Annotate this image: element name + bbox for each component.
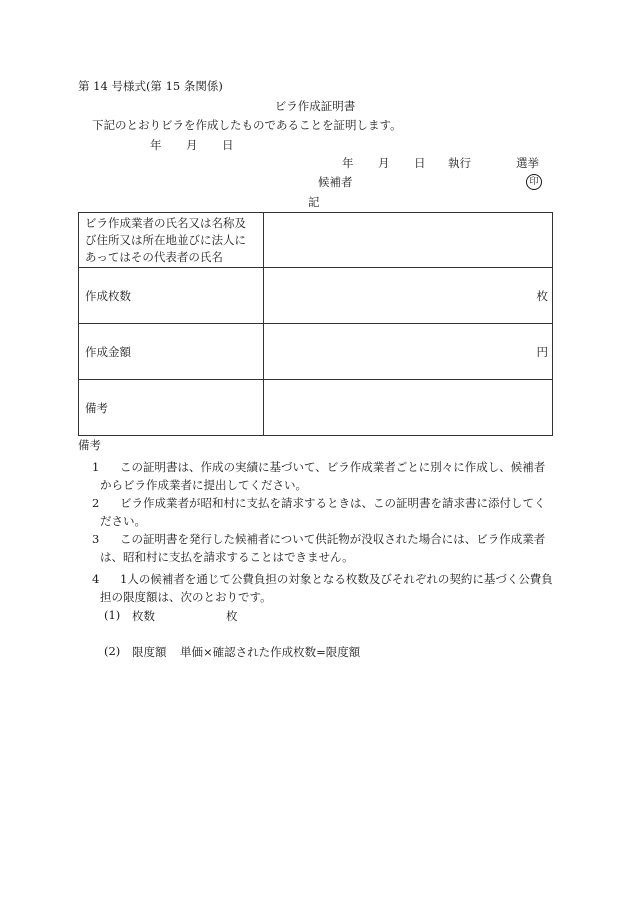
amount-field[interactable]: [264, 324, 553, 380]
document-title: ビラ作成証明書: [274, 99, 356, 113]
table-row: [79, 324, 553, 380]
note-number: 4: [92, 572, 100, 586]
note-number: 3: [92, 532, 100, 546]
note-text: 1人の候補者を通じて公費負担の対象となる枚数及びそれぞれの契約に基づく公費負担の限度額は、次のとおりです。: [100, 572, 553, 604]
note-item: [78, 570, 554, 606]
election-held-label: 執行: [448, 156, 471, 170]
remarks-label: 備考: [79, 380, 264, 436]
amount-unit: 円: [536, 344, 548, 359]
election-month-label: 月: [378, 156, 390, 170]
sub-item-1-number: (1): [104, 608, 121, 622]
date-day-label: 日: [222, 138, 234, 152]
note-number: 1: [92, 460, 100, 474]
seal-icon: 印: [526, 174, 542, 190]
note-number: 2: [92, 496, 100, 510]
amount-label: 作成金額: [79, 324, 264, 380]
intro-statement: 下記のとおりビラを作成したものであることを証明します。: [92, 118, 402, 132]
contractor-name-field[interactable]: [264, 213, 553, 268]
quantity-label: 作成枚数: [79, 268, 264, 324]
note-text: ビラ作成業者が昭和村に支払を請求するときは、この証明書を請求書に添付してください。: [100, 496, 546, 528]
sub-item-2-formula: 単価×確認された作成枚数=限度額: [180, 645, 361, 659]
date-year-label: 年: [150, 138, 162, 152]
sub-item-2-number: (2): [104, 644, 121, 658]
date-month-label: 月: [186, 138, 198, 152]
certificate-table: [78, 212, 553, 436]
note-item: [78, 458, 554, 494]
table-row: [79, 213, 553, 268]
note-item: [78, 494, 554, 530]
candidate-label: 候補者: [318, 175, 353, 189]
note-text: この証明書を発行した候補者について供託物が没収された場合には、ビラ作成業者は、昭和村に支払を請求することはできません。: [100, 532, 546, 564]
note-text: この証明書は、作成の実績に基づいて、ビラ作成業者ごとに別々に作成し、候補者からビラ作成業者に提出してください。: [100, 460, 546, 492]
table-row: [79, 380, 553, 436]
remarks-heading: 備考: [78, 438, 101, 452]
table-row: [79, 268, 553, 324]
election-label: 選挙: [516, 156, 539, 170]
note-item: [78, 530, 554, 566]
sub-item-2-label: 限度額: [132, 645, 167, 659]
election-year-label: 年: [342, 156, 354, 170]
quantity-unit: 枚: [536, 288, 548, 303]
contractor-name-label: ビラ作成業者の氏名又は名称及び住所又は所在地並びに法人にあってはその代表者の氏名: [79, 213, 264, 268]
quantity-field[interactable]: [264, 268, 553, 324]
election-day-label: 日: [414, 156, 426, 170]
form-number: 第 14 号様式(第 15 条関係): [78, 79, 223, 93]
remarks-field[interactable]: [264, 380, 553, 436]
sub-item-1-unit: 枚: [226, 609, 238, 623]
sub-item-1-label: 枚数: [132, 609, 155, 623]
ki-heading: 記: [308, 195, 320, 209]
